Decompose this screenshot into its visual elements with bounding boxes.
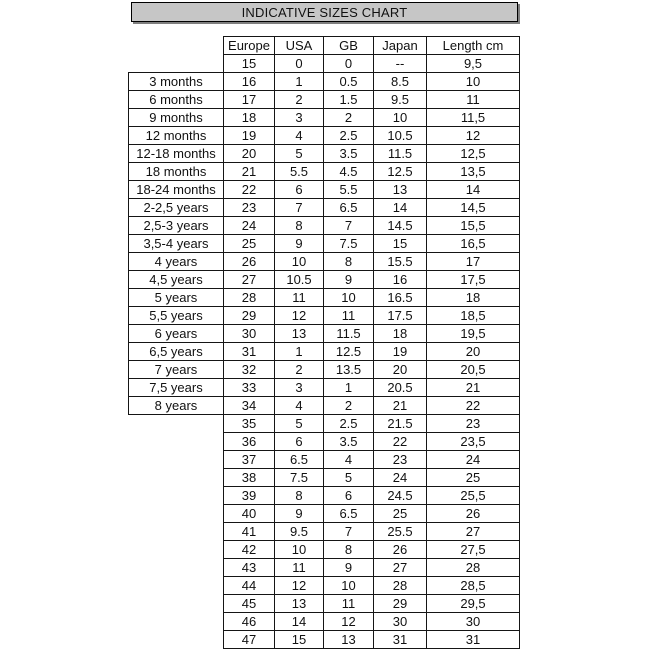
- europe-cell: 27: [224, 271, 275, 289]
- gb-cell: 2.5: [324, 415, 374, 433]
- length-cm-cell: 27,5: [427, 541, 520, 559]
- usa-cell: 5: [275, 145, 324, 163]
- length-cm-cell: 24: [427, 451, 520, 469]
- europe-cell: 38: [224, 469, 275, 487]
- age-cell: 6 years: [129, 325, 224, 343]
- length-cm-cell: 22: [427, 397, 520, 415]
- length-cm-cell: 12: [427, 127, 520, 145]
- gb-cell: 5: [324, 469, 374, 487]
- sizes-table: [128, 36, 520, 649]
- length-cm-cell: 17,5: [427, 271, 520, 289]
- table-row: [129, 145, 520, 163]
- length-cm-cell: 30: [427, 613, 520, 631]
- age-cell: 2-2,5 years: [129, 199, 224, 217]
- table-row: [129, 235, 520, 253]
- japan-cell: 28: [374, 577, 427, 595]
- age-cell: 2,5-3 years: [129, 217, 224, 235]
- table-row: [129, 343, 520, 361]
- europe-cell: 33: [224, 379, 275, 397]
- age-cell: [129, 433, 224, 451]
- table-row: [129, 577, 520, 595]
- europe-cell: 45: [224, 595, 275, 613]
- europe-cell: 20: [224, 145, 275, 163]
- gb-cell: 7: [324, 523, 374, 541]
- europe-cell: 28: [224, 289, 275, 307]
- usa-cell: 5: [275, 415, 324, 433]
- length-cm-cell: 31: [427, 631, 520, 649]
- age-cell: [129, 577, 224, 595]
- japan-cell: 16.5: [374, 289, 427, 307]
- japan-cell: 19: [374, 343, 427, 361]
- usa-cell: 11: [275, 289, 324, 307]
- europe-cell: 46: [224, 613, 275, 631]
- gb-cell: 10: [324, 289, 374, 307]
- japan-cell: 23: [374, 451, 427, 469]
- usa-cell: 10: [275, 253, 324, 271]
- europe-cell: 30: [224, 325, 275, 343]
- europe-cell: 41: [224, 523, 275, 541]
- usa-cell: 7.5: [275, 469, 324, 487]
- europe-cell: 43: [224, 559, 275, 577]
- gb-cell: 4: [324, 451, 374, 469]
- europe-cell: 25: [224, 235, 275, 253]
- gb-cell: 12.5: [324, 343, 374, 361]
- age-cell: 4,5 years: [129, 271, 224, 289]
- europe-cell: 19: [224, 127, 275, 145]
- gb-cell: 11.5: [324, 325, 374, 343]
- table-row: [129, 163, 520, 181]
- col-header-usa: USA: [275, 37, 324, 55]
- age-cell: 18-24 months: [129, 181, 224, 199]
- usa-cell: 13: [275, 595, 324, 613]
- table-row: [129, 289, 520, 307]
- gb-cell: 3.5: [324, 433, 374, 451]
- table-row: [129, 91, 520, 109]
- age-cell: 12 months: [129, 127, 224, 145]
- table-row: [129, 109, 520, 127]
- usa-cell: 10.5: [275, 271, 324, 289]
- length-cm-cell: 14: [427, 181, 520, 199]
- chart-title: INDICATIVE SIZES CHART: [131, 2, 518, 22]
- gb-cell: 1: [324, 379, 374, 397]
- length-cm-cell: 12,5: [427, 145, 520, 163]
- usa-cell: 2: [275, 361, 324, 379]
- table-row: [129, 379, 520, 397]
- col-header-length-cm: Length cm: [427, 37, 520, 55]
- length-cm-cell: 26: [427, 505, 520, 523]
- japan-cell: 30: [374, 613, 427, 631]
- usa-cell: 3: [275, 109, 324, 127]
- table-row: [129, 127, 520, 145]
- length-cm-cell: 18,5: [427, 307, 520, 325]
- usa-cell: 8: [275, 217, 324, 235]
- length-cm-cell: 9,5: [427, 55, 520, 73]
- gb-cell: 6: [324, 487, 374, 505]
- gb-cell: 13.5: [324, 361, 374, 379]
- japan-cell: 14.5: [374, 217, 427, 235]
- japan-cell: 24.5: [374, 487, 427, 505]
- europe-cell: 26: [224, 253, 275, 271]
- usa-cell: 5.5: [275, 163, 324, 181]
- gb-cell: 3.5: [324, 145, 374, 163]
- europe-cell: 24: [224, 217, 275, 235]
- japan-cell: 10.5: [374, 127, 427, 145]
- age-cell: [129, 469, 224, 487]
- europe-cell: 42: [224, 541, 275, 559]
- gb-cell: 7.5: [324, 235, 374, 253]
- table-row: [129, 541, 520, 559]
- usa-cell: 2: [275, 91, 324, 109]
- table-row: [129, 199, 520, 217]
- usa-cell: 11: [275, 559, 324, 577]
- col-header-europe: Europe: [224, 37, 275, 55]
- length-cm-cell: 15,5: [427, 217, 520, 235]
- age-cell: 6 months: [129, 91, 224, 109]
- usa-cell: 9.5: [275, 523, 324, 541]
- europe-cell: 44: [224, 577, 275, 595]
- gb-cell: 2: [324, 397, 374, 415]
- gb-cell: 12: [324, 613, 374, 631]
- table-row: [129, 55, 520, 73]
- length-cm-cell: 18: [427, 289, 520, 307]
- length-cm-cell: 21: [427, 379, 520, 397]
- table-row: [129, 559, 520, 577]
- japan-cell: 24: [374, 469, 427, 487]
- usa-cell: 6: [275, 433, 324, 451]
- europe-cell: 29: [224, 307, 275, 325]
- gb-cell: 0.5: [324, 73, 374, 91]
- length-cm-cell: 11: [427, 91, 520, 109]
- japan-cell: 22: [374, 433, 427, 451]
- age-cell: 4 years: [129, 253, 224, 271]
- usa-cell: 0: [275, 55, 324, 73]
- table-row: [129, 307, 520, 325]
- length-cm-cell: 28,5: [427, 577, 520, 595]
- gb-cell: 11: [324, 595, 374, 613]
- table-row: [129, 451, 520, 469]
- length-cm-cell: 20: [427, 343, 520, 361]
- age-cell: 8 years: [129, 397, 224, 415]
- gb-cell: 8: [324, 541, 374, 559]
- gb-cell: 8: [324, 253, 374, 271]
- table-row: [129, 73, 520, 91]
- japan-cell: 25.5: [374, 523, 427, 541]
- japan-cell: 12.5: [374, 163, 427, 181]
- europe-cell: 32: [224, 361, 275, 379]
- europe-cell: 37: [224, 451, 275, 469]
- length-cm-cell: 27: [427, 523, 520, 541]
- table-row: [129, 397, 520, 415]
- length-cm-cell: 10: [427, 73, 520, 91]
- age-cell: 7,5 years: [129, 379, 224, 397]
- header-row: [129, 37, 520, 55]
- usa-cell: 7: [275, 199, 324, 217]
- gb-cell: 6.5: [324, 199, 374, 217]
- japan-cell: --: [374, 55, 427, 73]
- table-row: [129, 595, 520, 613]
- gb-cell: 0: [324, 55, 374, 73]
- age-cell: 18 months: [129, 163, 224, 181]
- usa-cell: 1: [275, 73, 324, 91]
- japan-cell: 21.5: [374, 415, 427, 433]
- usa-cell: 9: [275, 235, 324, 253]
- europe-cell: 36: [224, 433, 275, 451]
- age-cell: 5,5 years: [129, 307, 224, 325]
- table-row: [129, 253, 520, 271]
- usa-cell: 4: [275, 127, 324, 145]
- japan-cell: 15.5: [374, 253, 427, 271]
- length-cm-cell: 16,5: [427, 235, 520, 253]
- europe-cell: 35: [224, 415, 275, 433]
- japan-cell: 31: [374, 631, 427, 649]
- japan-cell: 8.5: [374, 73, 427, 91]
- length-cm-cell: 28: [427, 559, 520, 577]
- europe-cell: 22: [224, 181, 275, 199]
- usa-cell: 9: [275, 505, 324, 523]
- europe-cell: 39: [224, 487, 275, 505]
- gb-cell: 11: [324, 307, 374, 325]
- japan-cell: 15: [374, 235, 427, 253]
- age-cell: [129, 541, 224, 559]
- length-cm-cell: 23,5: [427, 433, 520, 451]
- japan-cell: 29: [374, 595, 427, 613]
- age-cell: 9 months: [129, 109, 224, 127]
- europe-cell: 16: [224, 73, 275, 91]
- age-cell: [129, 631, 224, 649]
- age-cell: [129, 487, 224, 505]
- age-cell: [129, 613, 224, 631]
- gb-cell: 7: [324, 217, 374, 235]
- table-row: [129, 271, 520, 289]
- europe-cell: 21: [224, 163, 275, 181]
- japan-cell: 20: [374, 361, 427, 379]
- length-cm-cell: 14,5: [427, 199, 520, 217]
- length-cm-cell: 25,5: [427, 487, 520, 505]
- europe-cell: 15: [224, 55, 275, 73]
- length-cm-cell: 23: [427, 415, 520, 433]
- europe-cell: 23: [224, 199, 275, 217]
- table-row: [129, 631, 520, 649]
- gb-cell: 9: [324, 271, 374, 289]
- col-header-japan: Japan: [374, 37, 427, 55]
- age-cell: 3 months: [129, 73, 224, 91]
- age-cell: 12-18 months: [129, 145, 224, 163]
- age-cell: [129, 415, 224, 433]
- age-cell: 6,5 years: [129, 343, 224, 361]
- length-cm-cell: 17: [427, 253, 520, 271]
- table-row: [129, 613, 520, 631]
- length-cm-cell: 13,5: [427, 163, 520, 181]
- japan-cell: 25: [374, 505, 427, 523]
- length-cm-cell: 25: [427, 469, 520, 487]
- japan-cell: 27: [374, 559, 427, 577]
- age-cell: [129, 505, 224, 523]
- japan-cell: 14: [374, 199, 427, 217]
- age-cell: [129, 451, 224, 469]
- table-row: [129, 415, 520, 433]
- length-cm-cell: 11,5: [427, 109, 520, 127]
- table-row: [129, 217, 520, 235]
- japan-cell: 10: [374, 109, 427, 127]
- age-cell: 3,5-4 years: [129, 235, 224, 253]
- europe-cell: 40: [224, 505, 275, 523]
- table-row: [129, 361, 520, 379]
- usa-cell: 4: [275, 397, 324, 415]
- age-cell: [129, 595, 224, 613]
- gb-cell: 10: [324, 577, 374, 595]
- table-row: [129, 181, 520, 199]
- sizes-table-body: [129, 55, 520, 649]
- usa-cell: 14: [275, 613, 324, 631]
- japan-cell: 17.5: [374, 307, 427, 325]
- age-cell: [129, 55, 224, 73]
- table-row: [129, 505, 520, 523]
- europe-cell: 47: [224, 631, 275, 649]
- length-cm-cell: 29,5: [427, 595, 520, 613]
- age-cell: [129, 523, 224, 541]
- table-row: [129, 469, 520, 487]
- japan-cell: 9.5: [374, 91, 427, 109]
- age-cell: [129, 559, 224, 577]
- table-row: [129, 523, 520, 541]
- length-cm-cell: 20,5: [427, 361, 520, 379]
- europe-cell: 34: [224, 397, 275, 415]
- europe-cell: 31: [224, 343, 275, 361]
- japan-cell: 26: [374, 541, 427, 559]
- usa-cell: 8: [275, 487, 324, 505]
- japan-cell: 13: [374, 181, 427, 199]
- table-row: [129, 487, 520, 505]
- usa-cell: 13: [275, 325, 324, 343]
- europe-cell: 18: [224, 109, 275, 127]
- usa-cell: 3: [275, 379, 324, 397]
- usa-cell: 12: [275, 307, 324, 325]
- gb-cell: 2: [324, 109, 374, 127]
- japan-cell: 18: [374, 325, 427, 343]
- usa-cell: 12: [275, 577, 324, 595]
- usa-cell: 6.5: [275, 451, 324, 469]
- usa-cell: 6: [275, 181, 324, 199]
- gb-cell: 1.5: [324, 91, 374, 109]
- japan-cell: 20.5: [374, 379, 427, 397]
- japan-cell: 21: [374, 397, 427, 415]
- usa-cell: 15: [275, 631, 324, 649]
- usa-cell: 1: [275, 343, 324, 361]
- gb-cell: 5.5: [324, 181, 374, 199]
- europe-cell: 17: [224, 91, 275, 109]
- age-header-cell: [129, 37, 224, 55]
- japan-cell: 11.5: [374, 145, 427, 163]
- col-header-gb: GB: [324, 37, 374, 55]
- gb-cell: 4.5: [324, 163, 374, 181]
- gb-cell: 2.5: [324, 127, 374, 145]
- length-cm-cell: 19,5: [427, 325, 520, 343]
- gb-cell: 6.5: [324, 505, 374, 523]
- gb-cell: 13: [324, 631, 374, 649]
- japan-cell: 16: [374, 271, 427, 289]
- age-cell: 5 years: [129, 289, 224, 307]
- gb-cell: 9: [324, 559, 374, 577]
- table-row: [129, 325, 520, 343]
- table-row: [129, 433, 520, 451]
- age-cell: 7 years: [129, 361, 224, 379]
- usa-cell: 10: [275, 541, 324, 559]
